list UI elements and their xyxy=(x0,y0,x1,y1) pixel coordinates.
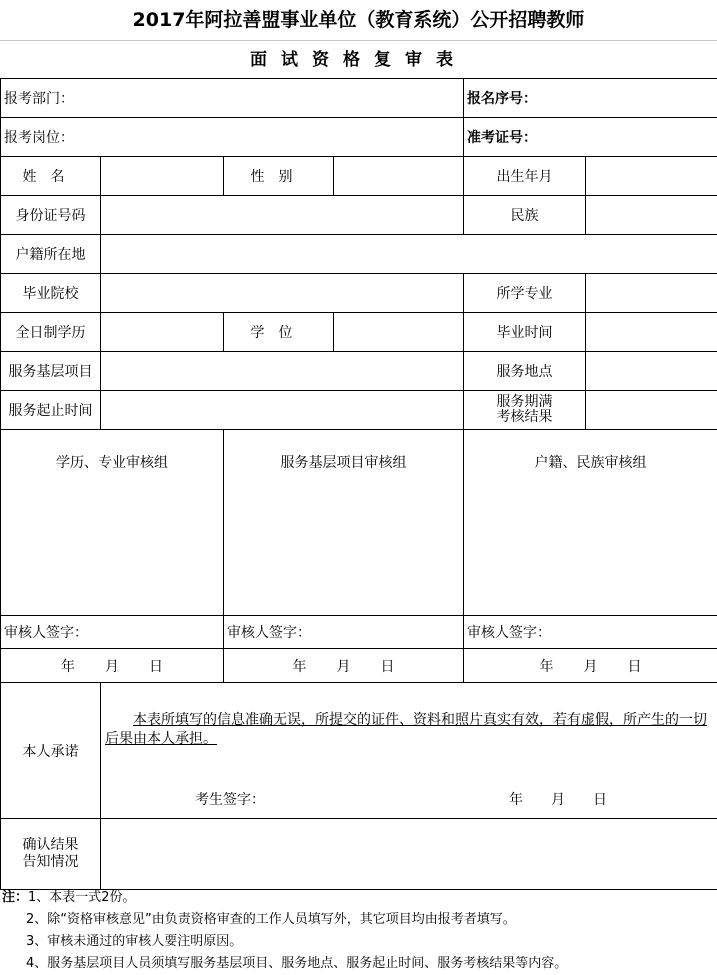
signer-cell-2[interactable] xyxy=(224,616,464,649)
signer-cell-3[interactable] xyxy=(464,616,717,649)
note-1-text: 1、本表一式2份。 xyxy=(28,890,136,905)
note-3: 3、审核未通过的审核人要注明原因。 xyxy=(0,931,717,953)
signer-label-3: 审核人签字： xyxy=(467,625,551,641)
fulltime-edu-input-cell[interactable] xyxy=(101,313,224,352)
review-group-service[interactable]: 服务基层项目审核组 xyxy=(224,430,464,616)
signer-label-1: 审核人签字： xyxy=(4,625,88,641)
household-label: 户籍所在地 xyxy=(1,235,101,274)
date-day-2: 日 xyxy=(381,656,395,676)
grad-time-label: 毕业时间 xyxy=(464,313,586,352)
date-year-1: 年 xyxy=(61,656,75,676)
form-title: 2017年阿拉善盟事业单位（教育系统）公开招聘教师 xyxy=(0,0,717,40)
ticket-no-label: 准考证号： xyxy=(467,130,537,146)
service-result-text: 服务期满考核结果 xyxy=(493,395,557,425)
degree-input-cell[interactable] xyxy=(334,313,464,352)
notes-prefix: 注： xyxy=(2,890,28,905)
review-group-household[interactable]: 户籍、民族审核组 xyxy=(464,430,717,616)
major-label: 所学专业 xyxy=(464,274,586,313)
signer-cell-1[interactable] xyxy=(1,616,224,649)
pledge-date xyxy=(509,789,635,809)
review-date-2[interactable] xyxy=(224,649,464,683)
service-time-input-cell[interactable] xyxy=(101,391,464,430)
date-month-1: 月 xyxy=(105,656,119,676)
date-month-2: 月 xyxy=(337,656,351,676)
id-number-label: 身份证号码 xyxy=(1,196,101,235)
gender-input-cell[interactable] xyxy=(334,157,464,196)
pledge-date-day: 日 xyxy=(593,792,607,808)
pledge-date-year: 年 xyxy=(509,792,523,808)
review-date-1[interactable] xyxy=(1,649,224,683)
position-field[interactable] xyxy=(1,118,464,157)
date-month-3: 月 xyxy=(584,656,598,676)
service-project-label: 服务基层项目 xyxy=(1,352,101,391)
fulltime-edu-label: 全日制学历 xyxy=(1,313,101,352)
candidate-sign-label: 考生签字： xyxy=(195,789,265,809)
department-label: 报考部门： xyxy=(4,91,74,107)
name-input-cell[interactable] xyxy=(101,157,224,196)
service-result-input-cell[interactable] xyxy=(586,391,717,430)
school-label: 毕业院校 xyxy=(1,274,101,313)
id-number-input-cell[interactable] xyxy=(101,196,464,235)
household-input-cell[interactable] xyxy=(101,235,717,274)
serial-no-field[interactable] xyxy=(464,79,717,118)
birth-label: 出生年月 xyxy=(464,157,586,196)
ethnicity-label: 民族 xyxy=(464,196,586,235)
date-year-3: 年 xyxy=(540,656,554,676)
review-date-3[interactable] xyxy=(464,649,717,683)
note-4: 4、服务基层项目人员须填写服务基层项目、服务地点、服务起止时间、服务考核结果等内容。 xyxy=(0,953,717,975)
department-field[interactable] xyxy=(1,79,464,118)
gender-label: 性别 xyxy=(224,157,334,196)
note-1 xyxy=(0,887,717,909)
review-form-table xyxy=(0,78,717,890)
confirm-label xyxy=(1,819,101,890)
signer-label-2: 审核人签字： xyxy=(227,625,311,641)
date-day-3: 日 xyxy=(628,656,642,676)
date-year-2: 年 xyxy=(293,656,307,676)
ticket-no-field[interactable] xyxy=(464,118,717,157)
pledge-cell[interactable] xyxy=(101,683,717,819)
date-day-1: 日 xyxy=(149,656,163,676)
service-place-label: 服务地点 xyxy=(464,352,586,391)
confirm-input-cell[interactable] xyxy=(101,819,717,890)
review-group-education[interactable]: 学历、专业审核组 xyxy=(1,430,224,616)
birth-input-cell[interactable] xyxy=(586,157,717,196)
degree-label: 学位 xyxy=(224,313,334,352)
service-place-input-cell[interactable] xyxy=(586,352,717,391)
service-time-label: 服务起止时间 xyxy=(1,391,101,430)
serial-no-label: 报名序号： xyxy=(467,91,537,107)
position-label: 报考岗位： xyxy=(4,130,74,146)
service-result-label xyxy=(464,391,586,430)
school-input-cell[interactable] xyxy=(101,274,464,313)
note-2: 2、除“资格审核意见”由负责资格审查的工作人员填写外，其它项目均由报考者填写。 xyxy=(0,909,717,931)
form-subtitle: 面试资格复审表 xyxy=(0,40,717,79)
pledge-date-month: 月 xyxy=(551,792,565,808)
name-label: 姓名 xyxy=(1,157,101,196)
confirm-label-text: 确认结果告知情况 xyxy=(22,837,80,871)
pledge-text: 本表所填写的信息准确无误，所提交的证件、资料和照片真实有效，若有虚假，所产生的一切后果由本人承担。 xyxy=(105,711,707,749)
grad-time-input-cell[interactable] xyxy=(586,313,717,352)
notes xyxy=(0,887,717,975)
major-input-cell[interactable] xyxy=(586,274,717,313)
pledge-label: 本人承诺 xyxy=(1,683,101,819)
ethnicity-input-cell[interactable] xyxy=(586,196,717,235)
service-project-input-cell[interactable] xyxy=(101,352,464,391)
